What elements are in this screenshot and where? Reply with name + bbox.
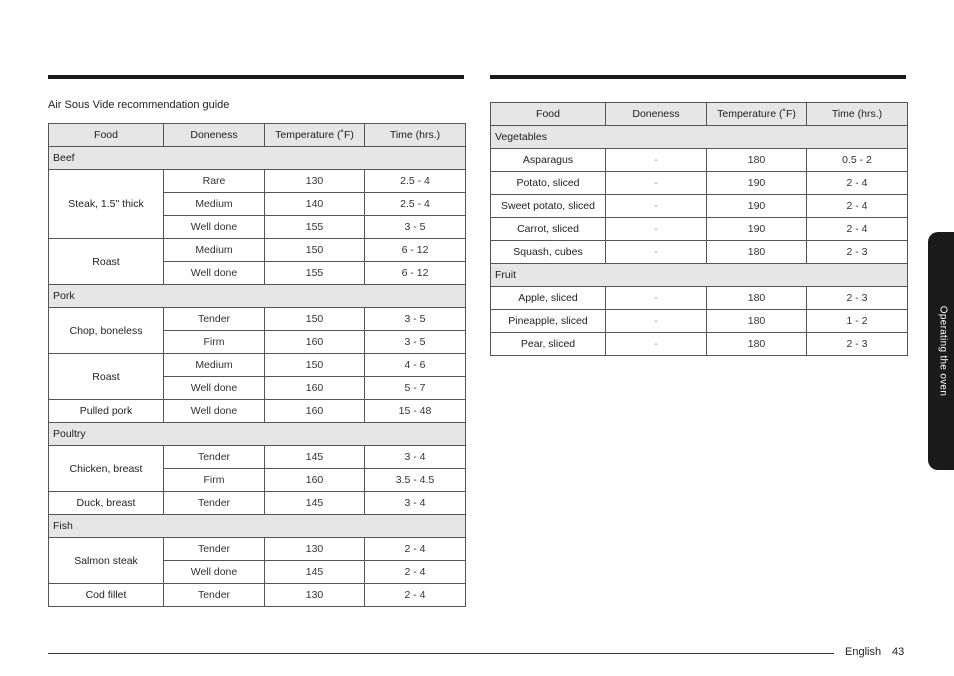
time-cell: 2.5 - 4: [365, 170, 466, 193]
temperature-cell: 180: [707, 241, 807, 264]
table-row: [49, 239, 466, 262]
header-temperature: Temperature (˚F): [707, 103, 807, 126]
doneness-cell: -: [606, 333, 707, 356]
table-row: [49, 170, 466, 193]
table-row: [49, 584, 466, 607]
time-cell: 2 - 4: [807, 218, 908, 241]
header-food: Food: [49, 124, 164, 147]
time-cell: 6 - 12: [365, 262, 466, 285]
temperature-cell: 160: [265, 400, 365, 423]
doneness-cell: Firm: [164, 469, 265, 492]
time-cell: 2 - 4: [365, 584, 466, 607]
temperature-cell: 145: [265, 561, 365, 584]
doneness-cell: Medium: [164, 239, 265, 262]
temperature-cell: 190: [707, 172, 807, 195]
food-cell: Steak, 1.5" thick: [49, 170, 164, 239]
header-food: Food: [491, 103, 606, 126]
time-cell: 3 - 5: [365, 216, 466, 239]
header-doneness: Doneness: [606, 103, 707, 126]
category-row: [49, 423, 466, 446]
temperature-cell: 130: [265, 170, 365, 193]
left-top-rule: [48, 75, 464, 79]
table-row: [491, 195, 908, 218]
time-cell: 4 - 6: [365, 354, 466, 377]
doneness-cell: Rare: [164, 170, 265, 193]
table-row: [49, 308, 466, 331]
time-cell: 3 - 4: [365, 492, 466, 515]
doneness-cell: -: [606, 218, 707, 241]
time-cell: 2 - 4: [365, 538, 466, 561]
temperature-cell: 190: [707, 218, 807, 241]
table-row: [491, 149, 908, 172]
food-cell: Squash, cubes: [491, 241, 606, 264]
header-time: Time (hrs.): [365, 124, 466, 147]
table-body: [491, 126, 908, 356]
temperature-cell: 145: [265, 446, 365, 469]
temperature-cell: 155: [265, 262, 365, 285]
doneness-cell: Medium: [164, 354, 265, 377]
food-cell: Duck, breast: [49, 492, 164, 515]
category-row: [49, 285, 466, 308]
table-row: [49, 492, 466, 515]
temperature-cell: 160: [265, 331, 365, 354]
temperature-cell: 150: [265, 239, 365, 262]
table-row: [49, 538, 466, 561]
doneness-cell: Well done: [164, 561, 265, 584]
doneness-cell: -: [606, 310, 707, 333]
food-cell: Asparagus: [491, 149, 606, 172]
table-row: [491, 287, 908, 310]
category-row: [491, 126, 908, 149]
temperature-cell: 150: [265, 308, 365, 331]
food-cell: Pear, sliced: [491, 333, 606, 356]
food-cell: Carrot, sliced: [491, 218, 606, 241]
time-cell: 2 - 4: [365, 561, 466, 584]
temperature-cell: 145: [265, 492, 365, 515]
time-cell: 3 - 5: [365, 331, 466, 354]
doneness-cell: Well done: [164, 216, 265, 239]
temperature-cell: 180: [707, 333, 807, 356]
doneness-cell: Tender: [164, 446, 265, 469]
doneness-cell: Well done: [164, 400, 265, 423]
time-cell: 3 - 4: [365, 446, 466, 469]
time-cell: 2 - 3: [807, 241, 908, 264]
time-cell: 15 - 48: [365, 400, 466, 423]
food-cell: Chop, boneless: [49, 308, 164, 354]
category-label: Fish: [49, 515, 466, 538]
food-cell: Chicken, breast: [49, 446, 164, 492]
time-cell: 0.5 - 2: [807, 149, 908, 172]
doneness-cell: -: [606, 241, 707, 264]
time-cell: 1 - 2: [807, 310, 908, 333]
time-cell: 3 - 5: [365, 308, 466, 331]
doneness-cell: -: [606, 195, 707, 218]
table-row: [491, 218, 908, 241]
table-row: [491, 241, 908, 264]
table-row: [491, 310, 908, 333]
doneness-cell: Tender: [164, 584, 265, 607]
meat-fish-table: [48, 123, 466, 607]
temperature-cell: 160: [265, 469, 365, 492]
time-cell: 2 - 3: [807, 333, 908, 356]
temperature-cell: 130: [265, 538, 365, 561]
category-row: [491, 264, 908, 287]
table-body: [49, 147, 466, 607]
doneness-cell: -: [606, 172, 707, 195]
header-temperature: Temperature (˚F): [265, 124, 365, 147]
vegetables-fruit-table: [490, 102, 908, 356]
doneness-cell: -: [606, 149, 707, 172]
temperature-cell: 190: [707, 195, 807, 218]
temperature-cell: 160: [265, 377, 365, 400]
food-cell: Salmon steak: [49, 538, 164, 584]
doneness-cell: Firm: [164, 331, 265, 354]
doneness-cell: Medium: [164, 193, 265, 216]
doneness-cell: Tender: [164, 308, 265, 331]
temperature-cell: 180: [707, 310, 807, 333]
header-time: Time (hrs.): [807, 103, 908, 126]
doneness-cell: Well done: [164, 262, 265, 285]
temperature-cell: 150: [265, 354, 365, 377]
food-cell: Potato, sliced: [491, 172, 606, 195]
table-header-row: [491, 103, 908, 126]
food-cell: Cod fillet: [49, 584, 164, 607]
table-row: [49, 446, 466, 469]
category-label: Vegetables: [491, 126, 908, 149]
section-side-tab: [928, 232, 954, 470]
table-row: [49, 354, 466, 377]
temperature-cell: 180: [707, 287, 807, 310]
food-cell: Apple, sliced: [491, 287, 606, 310]
temperature-cell: 130: [265, 584, 365, 607]
side-tab-label: Operating the oven: [937, 305, 949, 397]
food-cell: Roast: [49, 354, 164, 400]
time-cell: 2.5 - 4: [365, 193, 466, 216]
time-cell: 2 - 4: [807, 172, 908, 195]
guide-title: Air Sous Vide recommendation guide: [48, 99, 230, 111]
page-number: 43: [892, 646, 905, 658]
doneness-cell: Tender: [164, 492, 265, 515]
category-row: [49, 515, 466, 538]
table-header-row: [49, 124, 466, 147]
time-cell: 6 - 12: [365, 239, 466, 262]
category-label: Poultry: [49, 423, 466, 446]
doneness-cell: -: [606, 287, 707, 310]
time-cell: 2 - 4: [807, 195, 908, 218]
table-row: [491, 333, 908, 356]
right-top-rule: [490, 75, 906, 79]
table-row: [49, 400, 466, 423]
temperature-cell: 140: [265, 193, 365, 216]
category-row: [49, 147, 466, 170]
time-cell: 5 - 7: [365, 377, 466, 400]
food-cell: Pineapple, sliced: [491, 310, 606, 333]
footer-language: English: [845, 646, 882, 658]
table-row: [491, 172, 908, 195]
temperature-cell: 180: [707, 149, 807, 172]
doneness-cell: Tender: [164, 538, 265, 561]
footer-rule: [48, 653, 834, 654]
time-cell: 3.5 - 4.5: [365, 469, 466, 492]
doneness-cell: Well done: [164, 377, 265, 400]
temperature-cell: 155: [265, 216, 365, 239]
header-doneness: Doneness: [164, 124, 265, 147]
food-cell: Sweet potato, sliced: [491, 195, 606, 218]
category-label: Fruit: [491, 264, 908, 287]
time-cell: 2 - 3: [807, 287, 908, 310]
category-label: Beef: [49, 147, 466, 170]
category-label: Pork: [49, 285, 466, 308]
food-cell: Pulled pork: [49, 400, 164, 423]
food-cell: Roast: [49, 239, 164, 285]
